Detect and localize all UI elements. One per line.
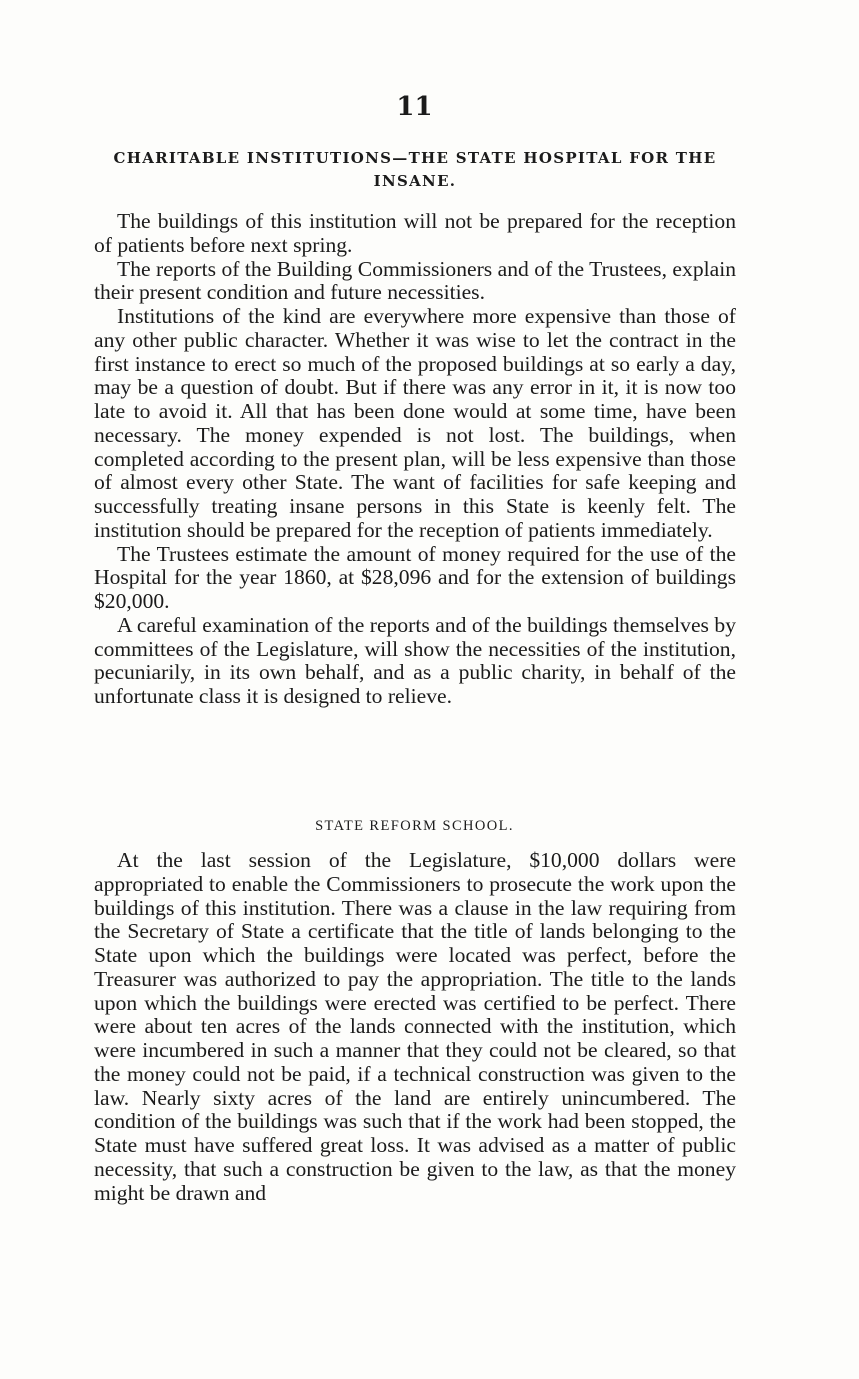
subsection-heading: STATE REFORM SCHOOL.: [315, 818, 514, 834]
paragraph: The buildings of this institution will not be prepared for the reception of patients before next spring.: [94, 209, 736, 257]
page-number: 11: [396, 92, 433, 122]
paragraph: At the last session of the Legislature, $10,000 dollars were appropriated to enable the Commissioners to prosecute the work upon the buildings of this institution. There was a clause in the law requiring from the Secretary of State a certificate that the title of lands belonging to the State upon which the buildings were located was perfect, before the Treasurer was authorized to pay the appropriation. The title to the lands upon which the buildings were erected was certified to be perfect. There were about ten acres of the lands connected with the institution, which were incumbered in such a manner that they could not be cleared, so that the money could not be paid, if a technical construction was given to the law. Nearly sixty acres of the land are entirely unincumbered. The condition of the buildings was such that if the work had been stopped, the State must have suffered great loss. It was advised as a matter of public necessity, that such a construction be given to the law, as that the money might be drawn and: [94, 848, 736, 1205]
paragraph: Institutions of the kind are everywhere more expensive than those of any other public character. Whether it was wise to let the contract in the first instance to erect so much of the proposed buildings at so early a day, may be a question of doubt. But if there was any error in it, it is now too late to avoid it. All that has been done would at some time, have been necessary. The money expended is not lost. The buildings, when completed according to the present plan, will be less expensive than those of almost every other State. The want of facilities for safe keeping and successfully treating insane persons in this State is keenly felt. The institution should be prepared for the reception of patients immediately.: [94, 304, 736, 542]
hospital-section: [94, 210, 736, 709]
paragraph: The reports of the Building Commissioners and of the Trustees, explain their present condition and future necessities.: [94, 256, 736, 305]
reform-school-section: [94, 849, 736, 1205]
paragraph: A careful examination of the reports and of the buildings themselves by committees of the Legislature, will show the necessities of the institution, pecuniarily, in its own behalf, and as a public charity, in behalf of the unfortunate class it is designed to relieve.: [94, 612, 736, 708]
section-heading: CHARITABLE INSTITUTIONS—THE STATE HOSPITAL FOR THE INSANE.: [113, 149, 717, 190]
paragraph: The Trustees estimate the amount of money required for the use of the Hospital for the year 1860, at $28,096 and for the extension of buildings $20,000.: [94, 541, 736, 613]
